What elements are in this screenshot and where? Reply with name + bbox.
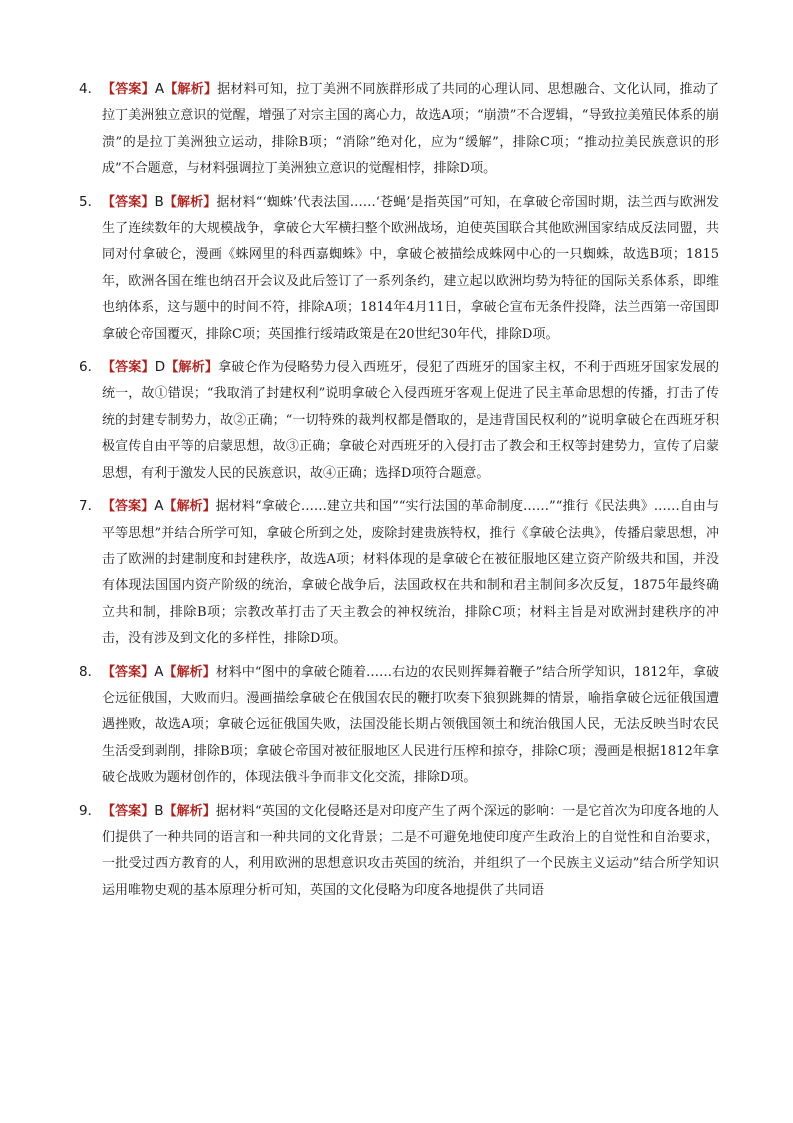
answer-label: 【答案】: [102, 803, 155, 819]
analysis-label: 【解析】: [163, 194, 217, 210]
question-number: 4．: [79, 81, 102, 97]
analysis-label: 【解析】: [165, 360, 219, 376]
answer-value: B: [154, 802, 164, 819]
answer-value: A: [154, 81, 165, 97]
answer-value: A: [154, 498, 164, 515]
list-item: [79, 493, 719, 652]
analysis-label: 【解析】: [164, 82, 218, 97]
list-item: [79, 354, 719, 487]
question-number: 8．: [79, 663, 102, 680]
answer-value: A: [154, 663, 164, 680]
question-number: 7．: [79, 498, 102, 515]
list-item: [79, 76, 719, 183]
analysis-text: 材料中“图中的拿破仑随着……右边的农民则挥舞着鞭子”结合所学知识，1812年，拿破仑远征俄国，大败而归。漫画描绘拿破仑在俄国农民的鞭打吹奏下狼狈跳舞的情景，喻指拿破仑远征俄国遭遇挫败，故选A项；拿破仑远征俄国失败，法国没能长期占领俄国领土和统治俄国人民，无法反映当时农民生活受到剥削，排除B项；拿破仑帝国对被征服地区人民进行压榨和掠夺，排除C项；漫画是根据1812年拿破仑战败为题材创作的，体现法俄斗争而非文化交流，排除D项。: [102, 664, 719, 786]
answer-analysis-list: [79, 76, 719, 904]
analysis-text: 据材料可知，拉丁美洲不同族群形成了共同的心理认同、思想融合、文化认同，推动了拉丁美洲独立意识的觉醒，增强了对宗主国的离心力，故选A项；“崩溃”不合逻辑，“导致拉美殖民体系的崩溃”的是拉丁美洲独立运动，排除B项；“消除”绝对化，应为“缓解”，排除C项；“推动拉美民族意识的形成”不合题意，与材料强调拉丁美洲独立意识的觉醒相悖，排除D项。: [102, 82, 719, 177]
answer-label: 【答案】: [102, 360, 155, 376]
answer-value: D: [154, 359, 166, 376]
question-number: 6．: [79, 359, 102, 376]
list-item: [79, 189, 719, 348]
answer-label: 【答案】: [102, 82, 155, 97]
analysis-label: 【解析】: [163, 664, 216, 680]
question-number: 5．: [79, 193, 102, 210]
answer-label: 【答案】: [102, 194, 155, 210]
answer-label: 【答案】: [102, 664, 155, 680]
analysis-text: 据材料“‘蜘蛛’代表法国……‘苍蝇’是指英国”可知，在拿破仑帝国时期，法兰西与欧洲发生了连续数年的大规模战争，拿破仑大军横扫整个欧洲战场，迫使英国联合其他欧洲国家结成反法同盟，共同对付拿破仑，漫画《蛛网里的科西嘉蜘蛛》中，拿破仑被描绘成蛛网中心的一只蜘蛛，故选B项；1815年，欧洲各国在维也纳召开会议及此后签订了一系列条约，建立起以欧洲均势为特征的国际关系体系，即维也纳体系，这与题中的时间不符，排除A项；1814年4月11日，拿破仑宣布无条件投降，法兰西第一帝国即拿破仑帝国覆灭，排除C项；英国推行绥靖政策是在20世纪30年代，排除D项。: [102, 194, 719, 342]
analysis-text: 拿破仑作为侵略势力侵入西班牙，侵犯了西班牙的国家主权，不利于西班牙国家发展的统一，故①错误；“我取消了封建权利”说明拿破仑入侵西班牙客观上促进了民主革命思想的传播，打击了传统的封建专制势力，故②正确；“一切特殊的裁判权都是僭取的，是违背国民权利的”说明拿破仑在西班牙积极宣传自由平等的启蒙思想，故③正确；拿破仑对西班牙的入侵打击了教会和王权等封建势力，宣传了启蒙思想，有利于激发人民的民族意识，故④正确；选择D项符合题意。: [102, 360, 719, 481]
analysis-label: 【解析】: [163, 803, 216, 819]
analysis-label: 【解析】: [163, 499, 216, 515]
analysis-text: 据材料“拿破仑……建立共和国”“实行法国的革命制度……”“推行《民法典》……自由与平等思想”并结合所学可知，拿破仑所到之处，废除封建贵族特权，推行《拿破仑法典》，传播启蒙思想，冲击了欧洲的封建制度和封建秩序，故选A项；材料体现的是拿破仑在被征服地区建立资产阶级共和国，并没有体现法国国内资产阶级的统治，拿破仑战争后，法国政权在共和制和君主制间多次反复，1875年最终确立共和制，排除B项；宗教改革打击了天主教会的神权统治，排除C项；材料主旨是对欧洲封建秩序的冲击，没有涉及到文化的多样性，排除D项。: [102, 499, 719, 647]
answer-value: B: [154, 193, 164, 210]
question-number: 9．: [79, 802, 102, 819]
list-item: [79, 659, 719, 792]
analysis-text: 据材料“英国的文化侵略还是对印度产生了两个深远的影响：一是它首次为印度各地的人们提供了一种共同的语言和一种共同的文化背景；二是不可避免地使印度产生政治上的自觉性和自治要求，一批受过西方教育的人，利用欧洲的思想意识攻击英国的统治，并组织了一个民族主义运动”结合所学知识运用唯物史观的基本原理分析可知，英国的文化侵略为印度各地提供了共同语: [102, 803, 719, 898]
list-item: [79, 798, 719, 905]
answer-label: 【答案】: [102, 499, 155, 515]
